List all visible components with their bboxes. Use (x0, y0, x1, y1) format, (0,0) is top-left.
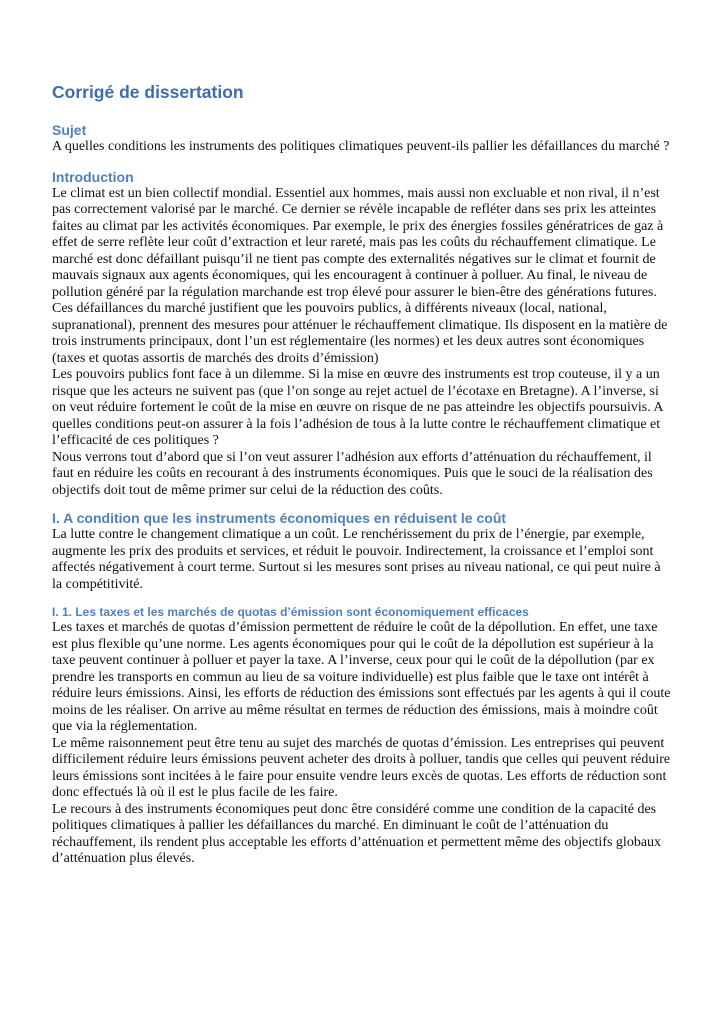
part1-heading: I. A condition que les instruments économiques en réduisent le coût (52, 510, 507, 526)
part1-1-heading: I. 1. Les taxes et les marchés de quotas d’émission sont économiquement efficaces (52, 605, 529, 619)
sujet-heading: Sujet (52, 122, 87, 138)
document-page (52, 80, 674, 868)
part1-1-paragraph: Le même raisonnement peut être tenu au sujet des marchés de quotas d’émission. Les entreprises qui peuvent difficilement réduire leurs émissions peuvent acheter des droits à polluer, tandis que celles qui peuvent réduire leurs émissions sont incitées à le faire pour ensuite vendre leurs excès de quotas. Les efforts de réduction sont donc effectués là où il est le plus facile de les faire. (52, 735, 671, 800)
intro-paragraph: Ces défaillances du marché justifient que les pouvoirs publics, à différents niveaux (local, national, supranational), prennent des mesures pour atténuer le réchauffement climatique. Ils disposent en la matière de trois instruments principaux, dont l’un est réglementaire (les normes) et les deux autres sont économiques (taxes et quotas assortis de marchés des droits d’émission) (52, 301, 668, 366)
introduction-heading: Introduction (52, 168, 134, 185)
intro-paragraph: Nous verrons tout d’abord que si l’on veut assurer l’adhésion aux efforts d’atténuation du réchauffement, il faut en réduire les coûts en recourant à des instruments économiques. Puis que le souci de la réalisation des objectifs doit tout de même primer sur celui de la réduction des coûts. (52, 449, 653, 498)
intro-paragraph: Les pouvoirs publics font face à un dilemme. Si la mise en œuvre des instruments est trop couteuse, il y a un risque que les acteurs ne suivent pas (que l’on songe au rejet actuel de l’écotaxe en Bretagne). A l’inverse, si on veut réduire fortement le coût de la mise en œuvre on risque de ne pas atteindre les objectifs poursuivis. A quelles conditions peut-on assurer à la fois l’adhésion de tous à la lutte contre le réchauffement climatique et l’efficacité de ces politiques ? (52, 367, 663, 448)
intro-paragraph: Le climat est un bien collectif mondial. Essentiel aux hommes, mais aussi non excluable et non rival, il n’est pas correctement valorisé par le marché. Ce dernier se révèle incapable de refléter dans ses prix les atteintes faites au climat par les activités économiques. Par exemple, le prix des énergies fossiles génératrices de gaz à effet de serre reflète leur coût d’extraction et leur rareté, mais pas les coûts du réchauffement climatique. Le marché est donc défaillant puisqu’il ne tient pas compte des externalités négatives sur le climat et fournit de mauvais signaux aux agents économiques, qui les encouragent à continuer à polluer. Au final, le niveau de pollution généré par la régulation marchande est trop élevé pour assurer le bien-être des générations futures. (52, 185, 664, 300)
part1-1-paragraph: Les taxes et marchés de quotas d’émission permettent de réduire le coût de la dépollution. En effet, une taxe est plus flexible qu’une norme. Les agents économiques pour qui le coût de la dépollution est supérieur à la taxe peuvent continuer à polluer et payer la taxe. A l’inverse, ceux pour qui le coût de la dépollution (par ex prendre les transports en commun au lieu de sa voiture individuelle) est plus faible que le taxe ont intérêt à réduire leurs émissions. Ainsi, les efforts de réduction des émissions sont effectués par les agents à qui il coute moins de les réaliser. On arrive au même résultat en termes de réduction des émissions, mais à moindre coût que via la réglementation. (52, 620, 671, 734)
sujet-text: A quelles conditions les instruments des politiques climatiques peuvent-ils pallier les défaillances du marché ? (52, 139, 670, 154)
part1-paragraph: La lutte contre le changement climatique a un coût. Le renchérissement du prix de l’énergie, par exemple, augmente les prix des produits et services, et réduit le pouvoir. Indirectement, la croissance et l’emploi sont affectés négativement à court terme. Surtout si les mesures sont prises au niveau national, ce qui peut nuire à la compétitivité. (52, 527, 661, 592)
document-title: Corrigé de dissertation (52, 82, 244, 102)
part1-1-paragraph: Le recours à des instruments économiques peut donc être considéré comme une condition de la capacité des politiques climatiques à pallier les défaillances du marché. En diminuant le coût de l’atténuation du réchauffement, ils rendent plus acceptable les efforts d’atténuation et permettent même des objectifs globaux d’atténuation plus élevés. (52, 801, 662, 866)
